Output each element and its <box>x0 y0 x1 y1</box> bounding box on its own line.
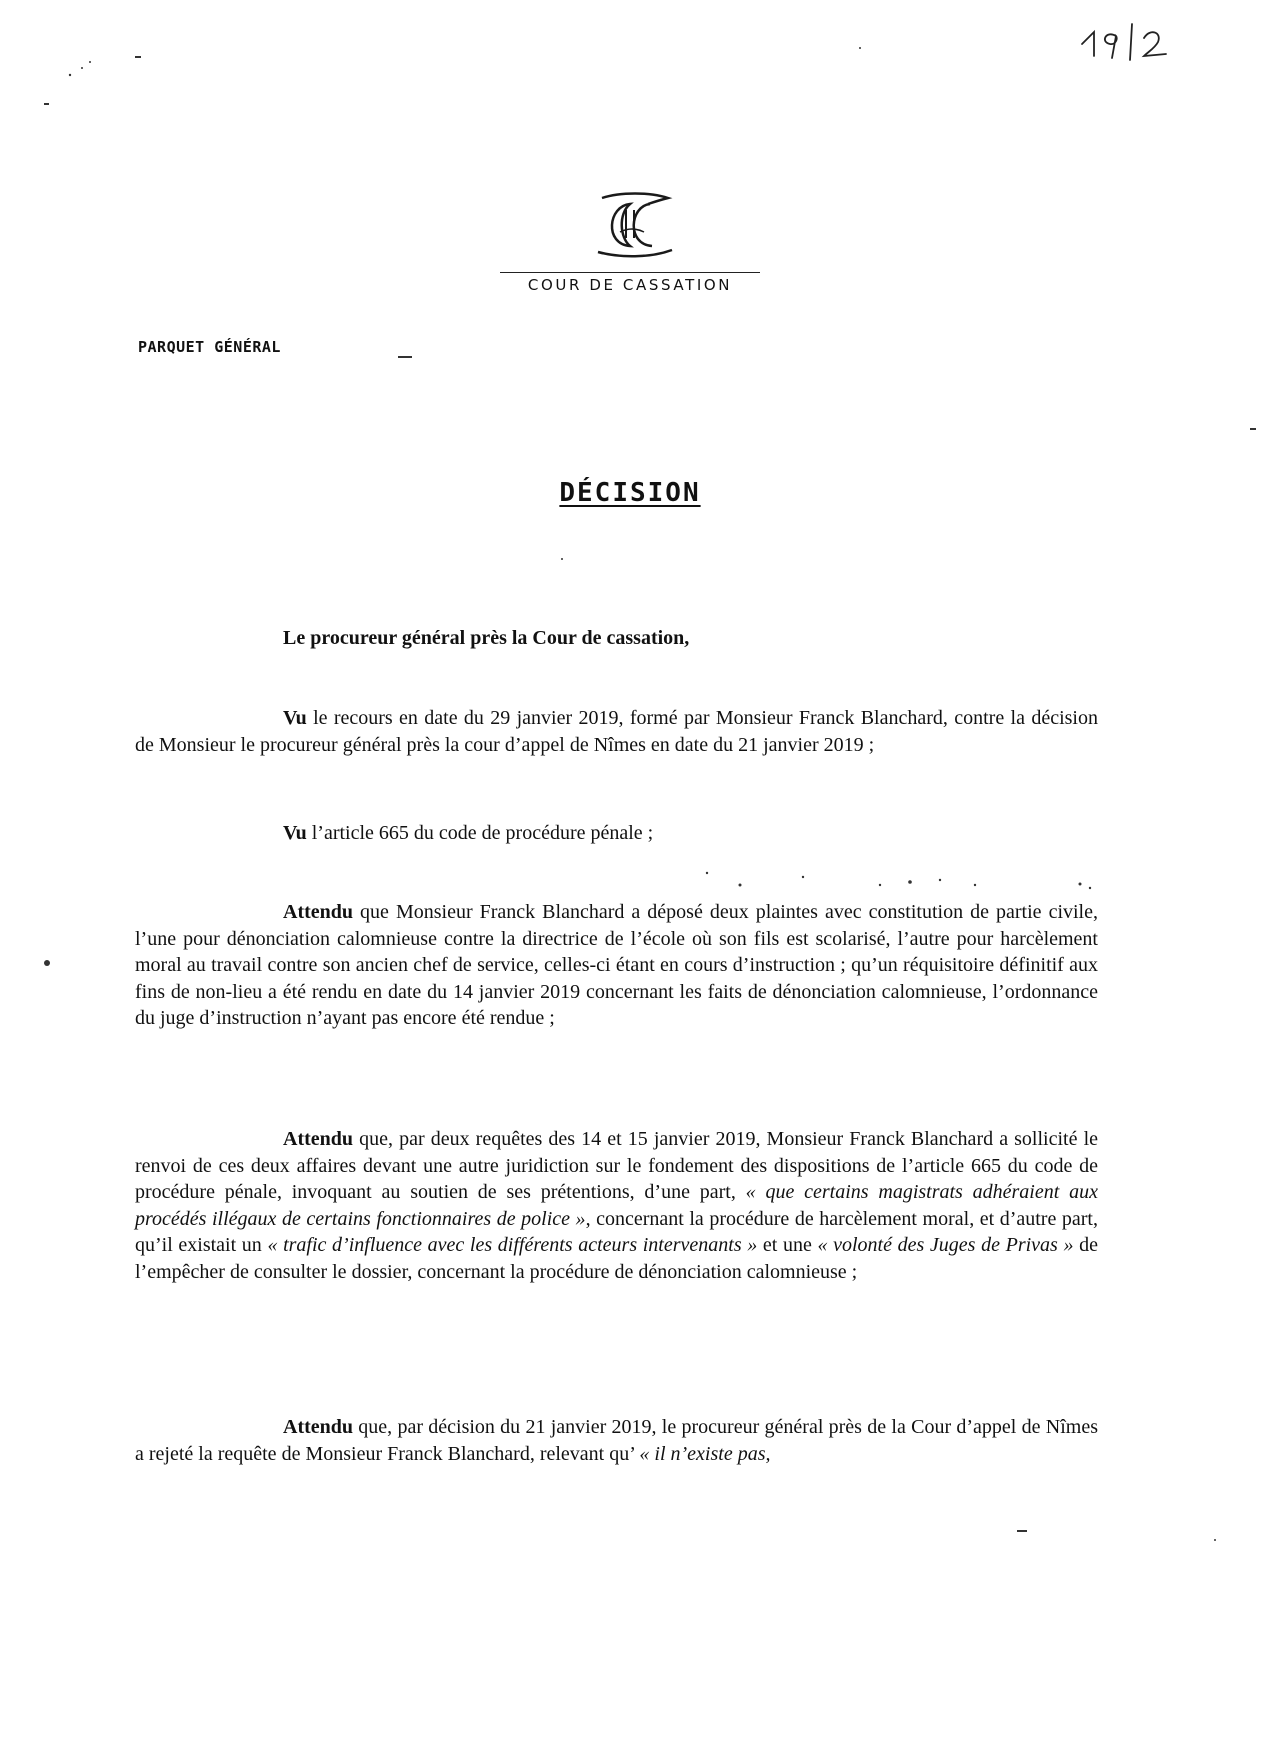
handwritten-page-ref-drawing <box>1078 14 1188 64</box>
quoted-text: « volonté des Juges de Privas » <box>817 1234 1074 1256</box>
quoted-text: « que certains magistrats adhéraient aux procédés illégaux de certains fonctionnaires de police » <box>135 1181 1098 1230</box>
document-title-text: DÉCISION <box>559 478 701 508</box>
paragraph-text: le recours en date du 29 janvier 2019, formé par Monsieur Franck Blanchard, contre la décision de Monsieur le procureur général près la cour d’appel de Nîmes en date du 21 janvier 2019 ; <box>135 707 1098 756</box>
court-name: COUR DE CASSATION <box>500 272 760 294</box>
paragraph-text: que, par deux requêtes des 14 et 15 janvier 2019, Monsieur Franck Blanchard a sollicité le renvoi de ces deux affaires devant une autre juridiction sur le fondement des dispositions de l’article 665 du code de procédure pénale, invoquant au soutien de ses prétentions, d’une part, <box>135 1128 1098 1203</box>
paragraph-text: et une <box>757 1234 818 1256</box>
paragraph-lead-word: Vu <box>283 707 307 729</box>
paragraph-vu-article <box>283 820 1083 847</box>
handwritten-page-reference <box>1078 14 1188 64</box>
document-title <box>480 478 780 508</box>
quoted-text: « il n’existe pas, <box>639 1442 771 1465</box>
paragraph-text: de l’empêcher de consulter le dossier, concernant la procédure de dénonciation calomnieuse ; <box>135 1234 1098 1283</box>
paragraph-lead-word: Attendu <box>283 1128 354 1150</box>
issuing-authority: Le procureur général près la Cour de cassation, <box>283 627 690 649</box>
quoted-text: « trafic d’influence avec les différents acteurs intervenants » <box>267 1234 758 1256</box>
department-heading: PARQUET GÉNÉRAL <box>138 338 281 356</box>
paragraph-vu-recours <box>135 705 1098 758</box>
paragraph-text: que, par décision du 21 janvier 2019, le procureur général près de la Cour d’appel de Nîmes a rejeté la requête de Monsieur Franck Blanchard, relevant qu’ <box>135 1416 1098 1465</box>
paragraph-lead-word: Vu <box>283 822 307 844</box>
paragraph-text: , concernant la procédure de harcèlement moral, et d’autre part, qu’il existait un <box>135 1207 1098 1256</box>
paragraph-attendu-decision <box>135 1414 1098 1467</box>
paragraph-attendu-requetes <box>135 1126 1098 1285</box>
paragraph-lead-word: Attendu <box>283 901 354 923</box>
paragraph-lead-word: Attendu <box>283 1416 354 1438</box>
paragraph-text: l’article 665 du code de procédure pénale ; <box>306 822 654 844</box>
paragraph-text: que Monsieur Franck Blanchard a déposé deux plaintes avec constitution de partie civile, l’une pour dénonciation calomnieuse contre la directrice de l’école où son fils est scolarisé, l’autre pour harcèlement moral au travail contre son ancien chef de service, celles-ci étant en cours d’instruction ; qu’un réquisitoire définitif aux fins de non-lieu a été rendu en date du 14 janvier 2019 concernant les faits de dénonciation calomnieuse, l’ordonnance du juge d’instruction n’ayant pas encore été rendue ; <box>135 901 1098 1029</box>
court-emblem-icon <box>590 192 680 260</box>
paragraph-attendu-plaintes <box>135 899 1098 1032</box>
